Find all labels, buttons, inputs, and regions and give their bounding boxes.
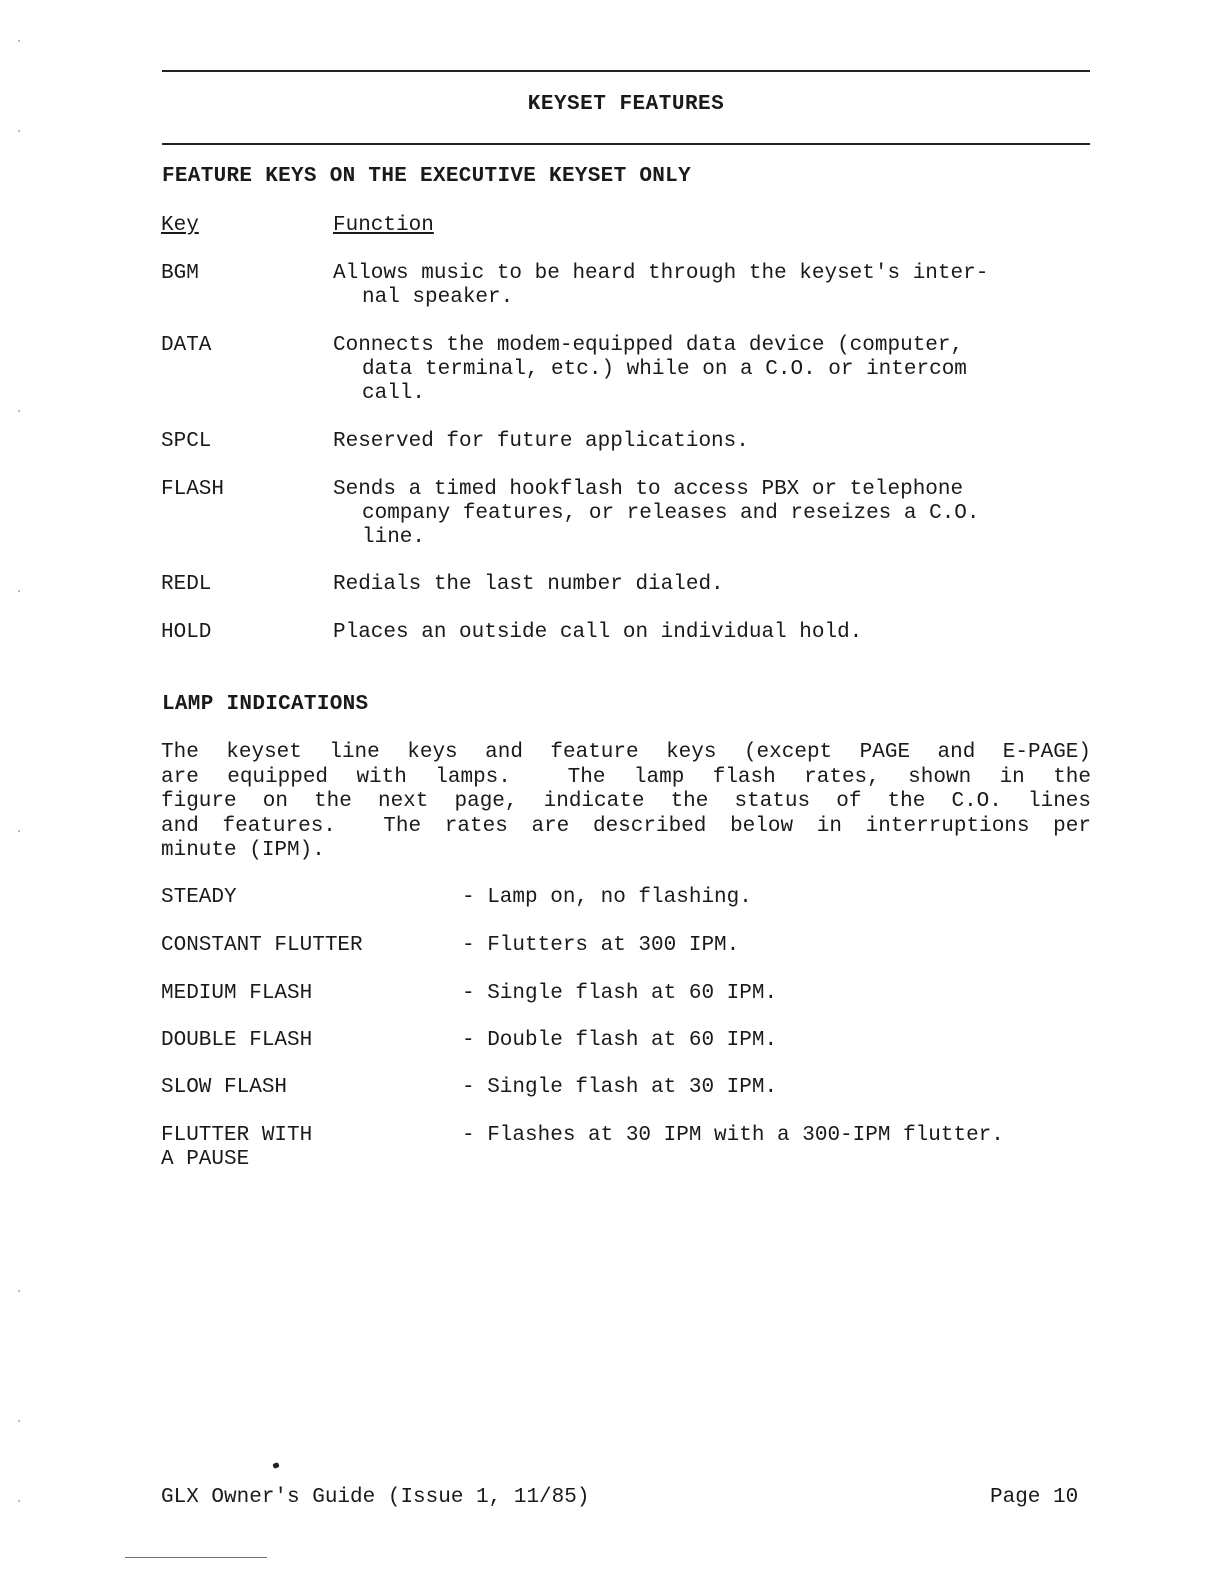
key-function-line: company features, or releases and reseizes a C.O. [362, 502, 980, 525]
scan-speck [18, 1290, 20, 1292]
scan-edge-line [125, 1557, 267, 1558]
key-name: BGM [161, 262, 199, 285]
footer-page-number: Page 10 [990, 1486, 1079, 1509]
paragraph-line: minute (IPM). [161, 839, 325, 862]
key-function-line: call. [362, 382, 426, 405]
key-function-line: Redials the last number dialed. [333, 573, 724, 596]
lamp-rate-description: - Single flash at 60 IPM. [462, 982, 778, 1005]
lamp-rate-name: CONSTANT FLUTTER [161, 934, 363, 957]
paragraph-line: figure on the next page, indicate the status of the C.O. lines [161, 790, 1091, 813]
scan-speck [18, 830, 20, 832]
lamp-rate-name: FLUTTER WITH [161, 1124, 313, 1147]
key-name: HOLD [161, 621, 212, 644]
lamp-indications-heading: LAMP INDICATIONS [162, 693, 369, 716]
key-name: SPCL [161, 430, 212, 453]
key-function-line: Places an outside call on individual hold. [333, 621, 863, 644]
key-name: REDL [161, 573, 212, 596]
scan-speck [18, 1500, 20, 1502]
paragraph-line: The keyset line keys and feature keys (except PAGE and E-PAGE) [161, 741, 1091, 764]
key-name: FLASH [161, 478, 225, 501]
lamp-rate-description: - Flashes at 30 IPM with a 300-IPM flutter. [462, 1124, 1004, 1147]
key-function-line: line. [362, 526, 426, 549]
lamp-rate-name: SLOW FLASH [161, 1076, 288, 1099]
lamp-rate-name: STEADY [161, 886, 237, 909]
scan-speck [18, 1420, 20, 1422]
scan-speck [18, 130, 20, 132]
scan-speck [18, 40, 20, 42]
lamp-rate-description: - Flutters at 300 IPM. [462, 934, 740, 957]
key-function-line: Allows music to be heard through the keyset's inter- [333, 262, 989, 285]
scan-speck [272, 1462, 279, 1469]
feature-keys-heading: FEATURE KEYS ON THE EXECUTIVE KEYSET ONLY [162, 165, 691, 188]
key-function-line: Connects the modem-equipped data device (computer, [333, 334, 964, 357]
key-function-line: nal speaker. [362, 286, 514, 309]
key-function-line: data terminal, etc.) while on a C.O. or intercom [362, 358, 967, 381]
paragraph-line: and features. The rates are described below in interruptions per [161, 814, 1091, 838]
scan-speck [18, 590, 20, 592]
column-header-function: Function [333, 214, 434, 237]
lamp-rate-name: MEDIUM FLASH [161, 982, 313, 1005]
footer-document-title: GLX Owner's Guide (Issue 1, 11/85) [161, 1486, 590, 1509]
paragraph-line: are equipped with lamps. The lamp flash rates, shown in the [161, 765, 1091, 789]
key-function-line: Sends a timed hookflash to access PBX or telephone [333, 478, 964, 501]
page-title: KEYSET FEATURES [527, 93, 725, 116]
title-rule [162, 143, 1090, 145]
lamp-rate-description: - Lamp on, no flashing. [462, 886, 752, 909]
top-rule [162, 70, 1090, 72]
key-name: DATA [161, 334, 212, 357]
lamp-rate-name: A PAUSE [161, 1148, 250, 1171]
scan-speck [18, 410, 20, 412]
lamp-rate-description: - Single flash at 30 IPM. [462, 1076, 778, 1099]
lamp-rate-description: - Double flash at 60 IPM. [462, 1029, 778, 1052]
lamp-paragraph [161, 741, 1091, 864]
lamp-rate-name: DOUBLE FLASH [161, 1029, 313, 1052]
column-header-key: Key [161, 214, 199, 237]
key-function-line: Reserved for future applications. [333, 430, 749, 453]
